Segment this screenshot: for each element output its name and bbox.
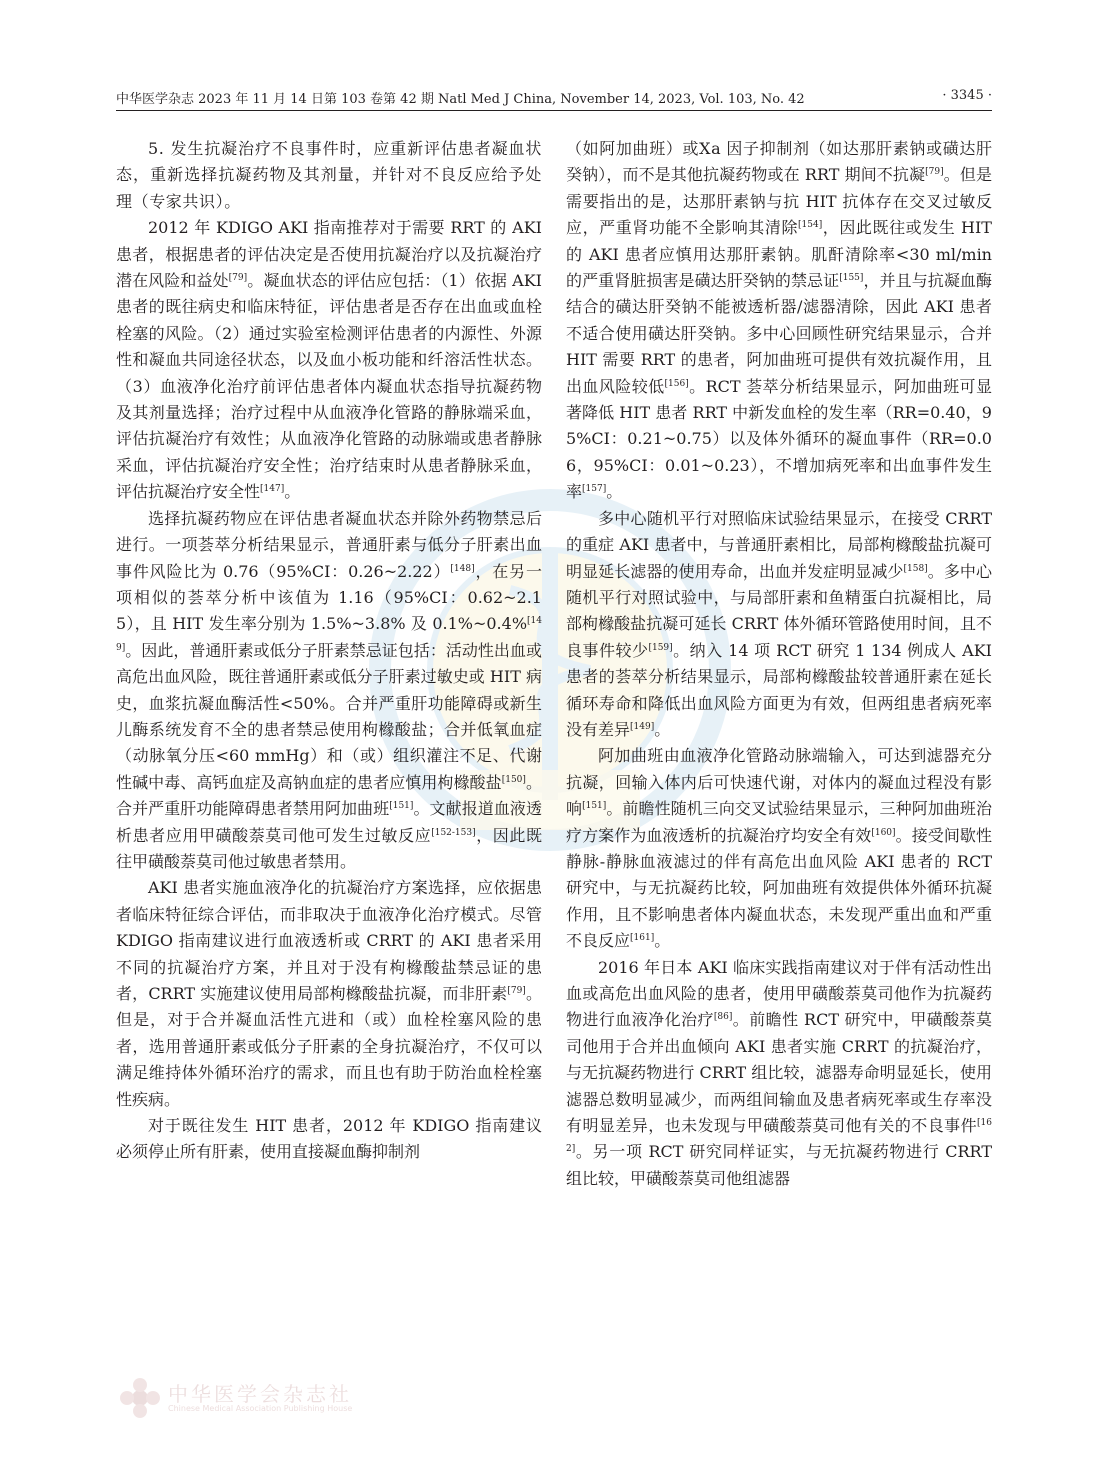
page-number: · 3345 · bbox=[942, 88, 992, 103]
right-column bbox=[566, 136, 992, 1192]
citation-ref: [155] bbox=[839, 273, 864, 284]
citation-ref: [151] bbox=[582, 801, 607, 812]
citation-ref: [152-153] bbox=[431, 827, 476, 838]
citation-ref: [156] bbox=[664, 378, 689, 389]
body-paragraph-continued: （如阿加曲班）或Ⅹa 因子抑制剂（如达那肝素钠或磺达肝癸钠），而不是其他抗凝药物或在 RRT 期间不抗凝[79]。但是需要指出的是，达那肝素钠与抗 HIT 抗体存在交叉过敏反应，严重肾功能不全影响其清除[154]，因此既往或发生 HIT 的 AKI 患者应慎用达那肝素钠。肌酐清除率<30 ml/min 的严重肾脏损害是磺达肝癸钠的禁忌证[155]，并且与抗凝血酶结合的磺达肝癸钠不能被透析器/滤器清除，因此 AKI 患者不适合使用磺达肝癸钠。多中心回顾性研究结果显示，合并 HIT 需要 RRT 的患者，阿加曲班可提供有效抗凝作用，且出血风险较低[156]。RCT 荟萃分析结果显示，阿加曲班可显著降低 HIT 患者 RRT 中新发血栓的发生率（RR=0.40，95%CI：0.21~0.75）以及体外循环的凝血事件（RR=0.06，95%CI：0.01~0.23），不增加病死率和出血事件发生率[157]。 bbox=[566, 139, 992, 502]
citation-ref: [86] bbox=[713, 1012, 733, 1023]
publisher-logo bbox=[118, 1376, 478, 1420]
citation-ref: [161] bbox=[630, 933, 655, 944]
journal-citation: 中华医学杂志 2023 年 11 月 14 日第 103 卷第 42 期 Natl Med J China, November 14, 2023, Vol. 103, No. 42 bbox=[116, 92, 805, 107]
citation-ref: [157] bbox=[582, 484, 607, 495]
citation-ref: [162] bbox=[566, 1118, 992, 1155]
body-paragraph: 选择抗凝药物应在评估患者凝血状态并除外药物禁忌后进行。一项荟萃分析结果显示，普通肝素与低分子肝素出血事件风险比为 0.76（95%CI：0.26~2.22）[148]，在另一项相似的荟萃分析中该值为 1.16（95%CI：0.62~2.15），且 HIT 发生率分别为 1.5%~3.8% 及 0.1%~0.4%[149]。因此，普通肝素或低分子肝素禁忌证包括：活动性出血或高危出血风险，既往普通肝素或低分子肝素过敏史或 HIT 病史，血浆抗凝血酶活性<50%。合并严重肝功能障碍或新生儿酶系统发育不全的患者禁忌使用枸橼酸盐；合并低氧血症（动脉氧分压<60 mmHg）和（或）组织灌注不足、代谢性碱中毒、高钙血症及高钠血症的患者应慎用枸橼酸盐[150]。合并严重肝功能障碍患者禁用阿加曲班[151]。文献报道血液透析患者应用甲磺酸萘莫司他可发生过敏反应[152-153]，因此既往甲磺酸萘莫司他过敏患者禁用。 bbox=[116, 508, 542, 871]
citation-ref: [79] bbox=[228, 273, 248, 284]
citation-ref: [154] bbox=[798, 220, 823, 231]
citation-ref: [151] bbox=[389, 801, 414, 812]
citation-ref: [147] bbox=[260, 484, 285, 495]
body-paragraph: AKI 患者实施血液净化的抗凝治疗方案选择，应依据患者临床特征综合评估，而非取决于血液净化治疗模式。尽管 KDIGO 指南建议进行血液透析或 CRRT 的 AKI 患者采用不同的抗凝治疗方案，并且对于没有枸橼酸盐禁忌证的患者，CRRT 实施建议使用局部枸橼酸盐抗凝，而非肝素[79]。但是，对于合并凝血活性亢进和（或）血栓栓塞风险的患者，选用普通肝素或低分子肝素的全身抗凝治疗，不仅可以满足维持体外循环治疗的需求，而且也有助于防治血栓栓塞性疾病。 bbox=[116, 878, 542, 1109]
running-header bbox=[116, 88, 992, 111]
recommendation-paragraph: 5. 发生抗凝治疗不良事件时，应重新评估患者凝血状态，重新选择抗凝药物及其剂量，并针对不良反应给予处理（专家共识）。 bbox=[116, 139, 542, 211]
body-paragraph: 阿加曲班由血液净化管路动脉端输入，可达到滤器充分抗凝，回输入体内后可快速代谢，对体内的凝血过程没有影响[151]。前瞻性随机三向交叉试验结果显示，三种阿加曲班治疗方案作为血液透析的抗凝治疗均安全有效[160]。接受间歇性静脉-静脉血液滤过的伴有高危出血风险 AKI 患者的 RCT 研究中，与无抗凝药比较，阿加曲班有效提供体外循环抗凝作用，且不影响患者体内凝血状态，未发现严重出血和严重不良反应[161]。 bbox=[566, 746, 992, 951]
body-paragraph: 对于既往发生 HIT 患者，2012 年 KDIGO 指南建议必须停止所有肝素，使用直接凝血酶抑制剂 bbox=[116, 1116, 542, 1162]
citation-ref: [160] bbox=[871, 827, 896, 838]
citation-ref: [79] bbox=[925, 167, 944, 178]
body-paragraph: 2012 年 KDIGO AKI 指南推荐对于需要 RRT 的 AKI 患者，根据患者的评估决定是否使用抗凝治疗以及抗凝治疗潜在风险和益处[79]。凝血状态的评估应包括：（1）依据 AKI 患者的既往病史和临床特征，评估患者是否存在出血或血栓栓塞的风险。（2）通过实验室检测评估患者的内源性、外源性和凝血共同途径状态，以及血小板功能和纤溶活性状态。（3）血液净化治疗前评估患者体内凝血状态指导抗凝药物及其剂量选择；治疗过程中从血液净化管路的静脉端采血，评估抗凝治疗有效性；从血液净化管路的动脉端或患者静脉采血，评估抗凝治疗安全性；治疗结束时从患者静脉采血，评估抗凝治疗安全性[147]。 bbox=[116, 218, 542, 502]
citation-ref: [150] bbox=[501, 774, 526, 785]
left-column bbox=[116, 136, 542, 1166]
citation-ref: [149] bbox=[630, 721, 655, 732]
citation-ref: [158] bbox=[903, 563, 928, 574]
flower-logo-icon bbox=[118, 1376, 162, 1420]
body-paragraph: 2016 年日本 AKI 临床实践指南建议对于伴有活动性出血或高危出血风险的患者，使用甲磺酸萘莫司他作为抗凝药物进行血液净化治疗[86]。前瞻性 RCT 研究中，甲磺酸萘莫司他用于合并出血倾向 AKI 患者实施 CRRT 的抗凝治疗，与无抗凝药物进行 CRRT 组比较，滤器寿命明显延长，使用滤器总数明显减少，而两组间输血及患者病死率或生存率没有明显差异，也未发现与甲磺酸萘莫司他有关的不良事件[162]。另一项 RCT 研究同样证实，与无抗凝药物进行 CRRT 组比较，甲磺酸萘莫司他组滤器 bbox=[566, 957, 992, 1188]
publisher-name: 中华医学会杂志社 bbox=[168, 1382, 352, 1406]
citation-ref: [149] bbox=[116, 616, 542, 653]
body-paragraph: 多中心随机平行对照临床试验结果显示，在接受 CRRT 的重症 AKI 患者中，与普通肝素相比，局部枸橼酸盐抗凝可明显延长滤器的使用寿命，出血并发症明显减少[158]。多中心随机平行对照试验中，与局部肝素和鱼精蛋白抗凝相比，局部枸橼酸盐抗凝可延长 CRRT 体外循环管路使用时间，且不良事件较少[159]。纳入 14 项 RCT 研究 1 134 例成人 AKI 患者的荟萃分析结果显示，局部枸橼酸盐较普通肝素在延长循环寿命和降低出血风险方面更为有效，但两组患者病死率没有差异[149]。 bbox=[566, 508, 992, 739]
citation-ref: [159] bbox=[648, 642, 673, 653]
citation-ref: [148] bbox=[450, 563, 475, 574]
publisher-name-en: Chinese Medical Association Publishing House bbox=[168, 1404, 353, 1413]
citation-ref: [79] bbox=[507, 986, 526, 996]
